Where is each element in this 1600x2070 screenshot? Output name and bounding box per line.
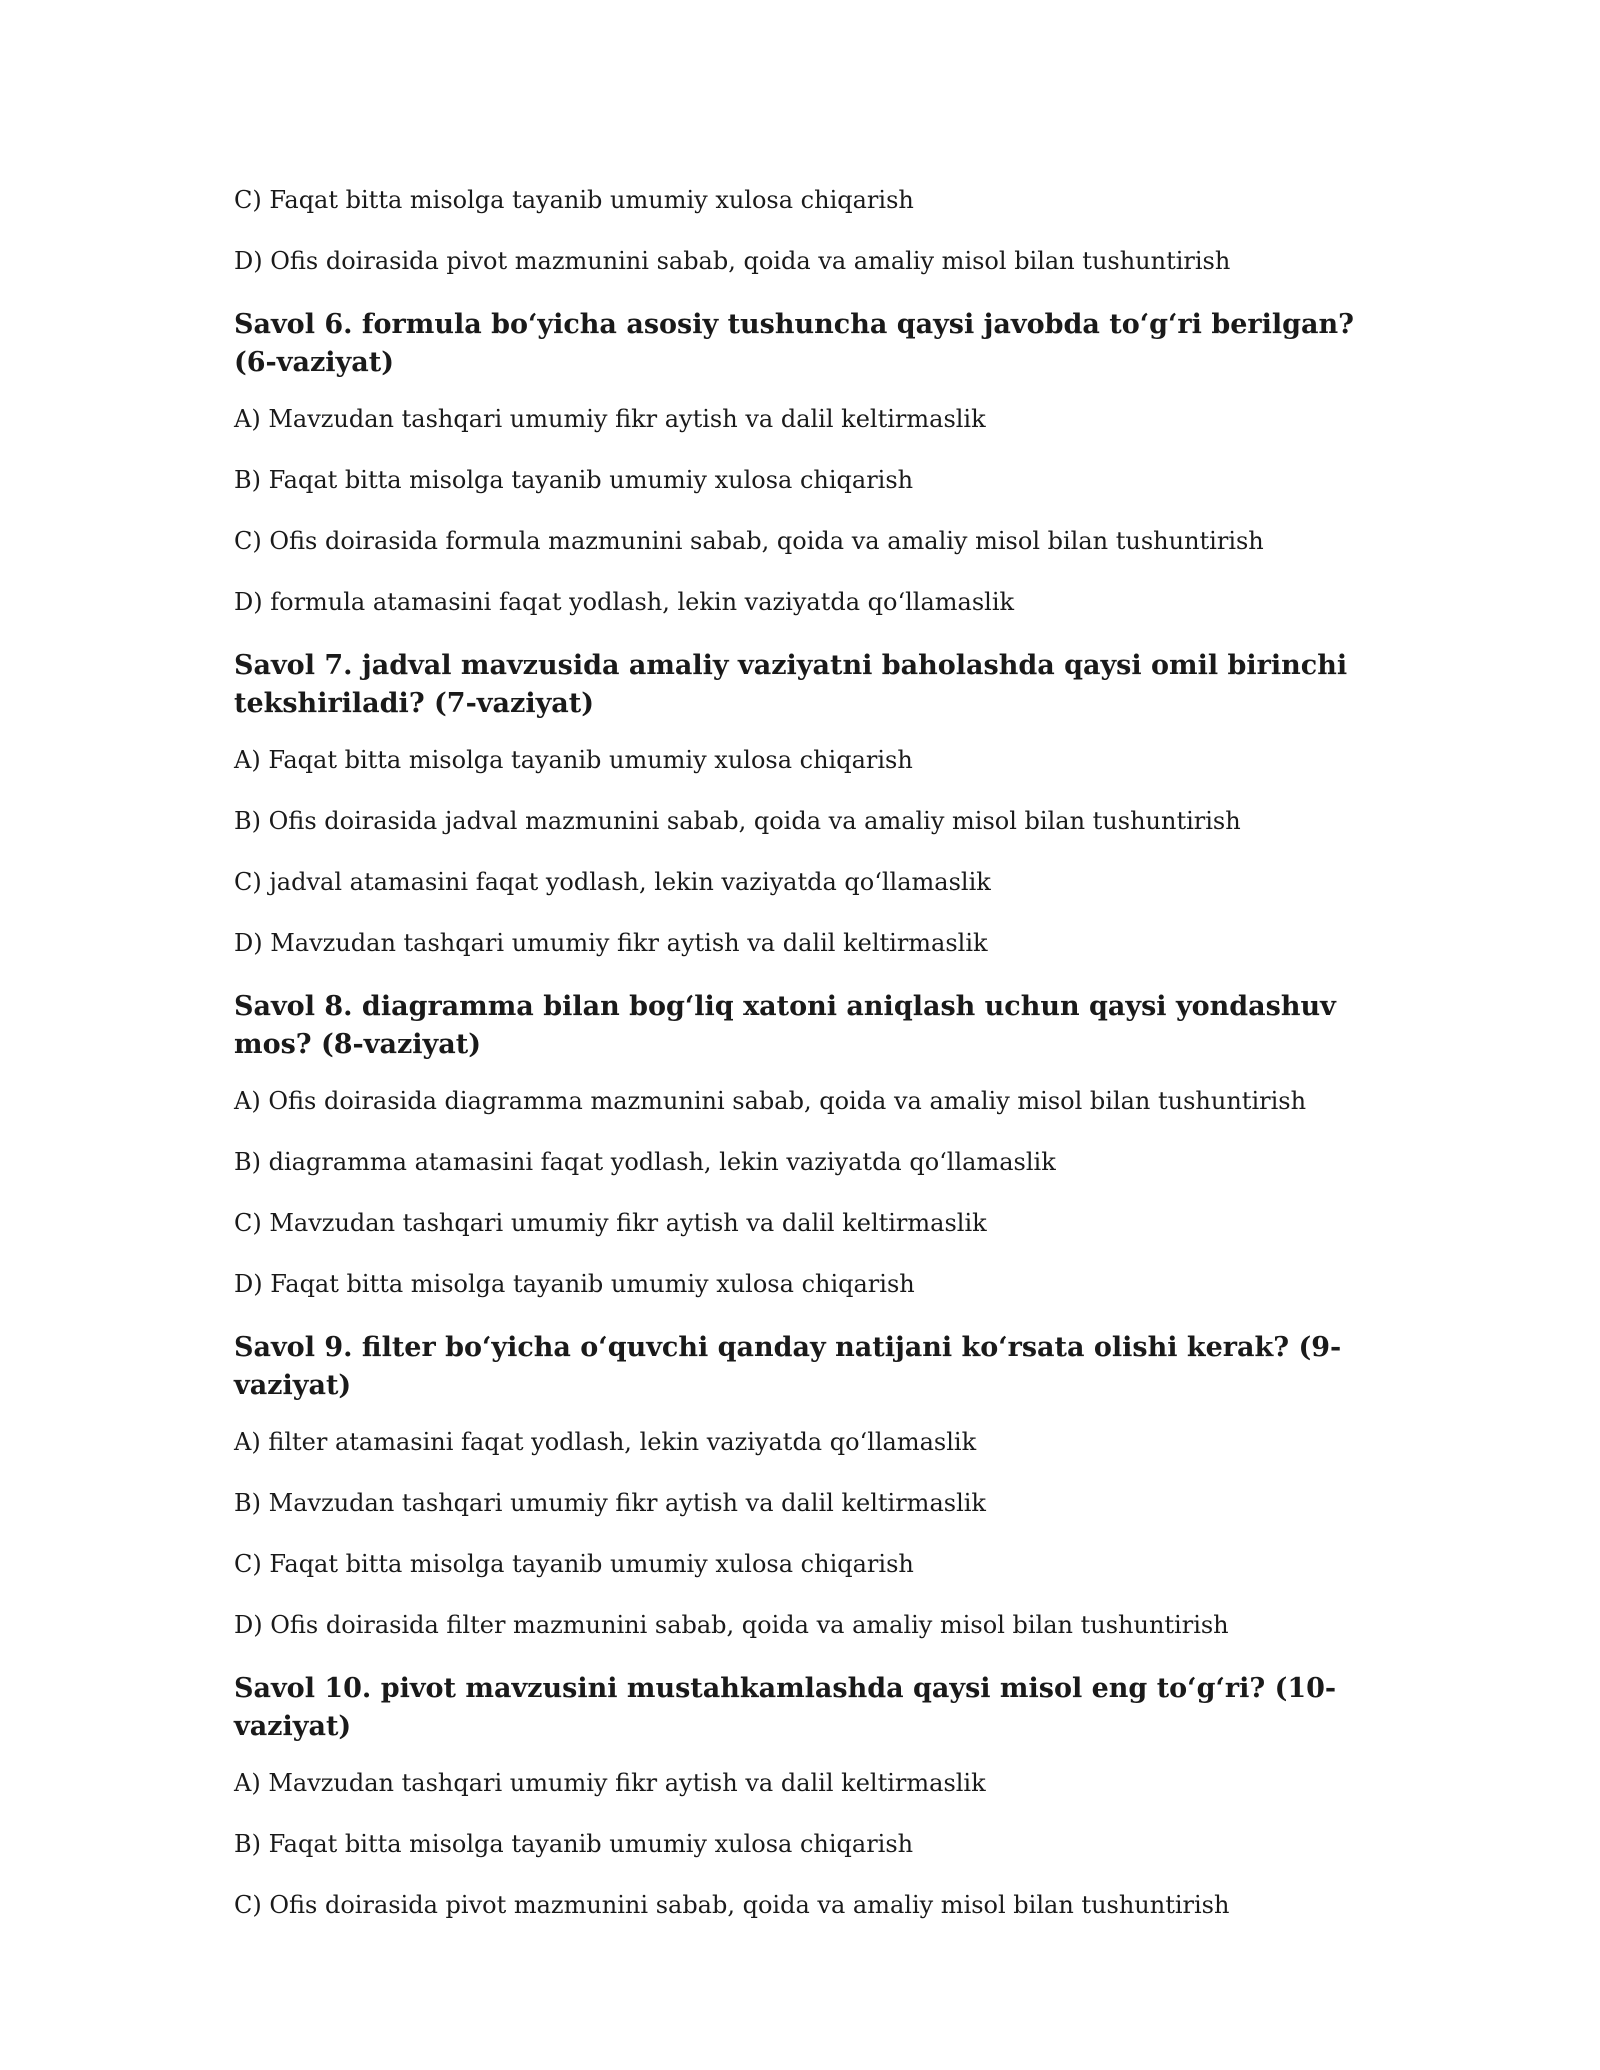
option-b: B) Ofis doirasida jadval mazmunini sabab, qoida va amaliy misol bilan tushuntirish xyxy=(234,807,1241,835)
option-c: C) Ofis doirasida pivot mazmunini sabab, qoida va amaliy misol bilan tushuntirish xyxy=(234,1891,1230,1919)
question-title: Savol 9. filter bo‘yicha o‘quvchi qanday natijani ko‘rsata olishi kerak? (9-vaziyat) xyxy=(234,1332,1342,1401)
question-title: Savol 7. jadval mavzusida amaliy vaziyatni baholashda qaysi omil birinchi tekshiriladi? (7-vaziyat) xyxy=(234,650,1348,719)
question-7 xyxy=(234,647,1374,959)
option-d: D) Mavzudan tashqari umumiy fikr aytish va dalil keltirmaslik xyxy=(234,929,988,957)
option-c: C) Ofis doirasida formula mazmunini sabab, qoida va amaliy misol bilan tushuntirish xyxy=(234,527,1264,555)
option-b: B) Faqat bitta misolga tayanib umumiy xulosa chiqarish xyxy=(234,1830,914,1858)
question-title: Savol 6. formula bo‘yicha asosiy tushuncha qaysi javobda to‘g‘ri berilgan? (6-vaziyat) xyxy=(234,309,1354,378)
question-6 xyxy=(234,306,1374,618)
option-b: B) Mavzudan tashqari umumiy fikr aytish va dalil keltirmaslik xyxy=(234,1489,986,1517)
option-d: D) Ofis doirasida filter mazmunini sabab, qoida va amaliy misol bilan tushuntirish xyxy=(234,1611,1229,1639)
option-a: A) Faqat bitta misolga tayanib umumiy xulosa chiqarish xyxy=(234,746,913,774)
option-d: D) formula atamasini faqat yodlash, lekin vaziyatda qo‘llamaslik xyxy=(234,588,1015,616)
document-page xyxy=(234,184,1374,1950)
option-c: C) Faqat bitta misolga tayanib umumiy xulosa chiqarish xyxy=(234,1550,914,1578)
option-a: A) Ofis doirasida diagramma mazmunini sabab, qoida va amaliy misol bilan tushuntirish xyxy=(234,1087,1307,1115)
lead-options xyxy=(234,184,1374,277)
option-c: C) Faqat bitta misolga tayanib umumiy xulosa chiqarish xyxy=(234,186,914,214)
option-a: A) filter atamasini faqat yodlash, lekin vaziyatda qo‘llamaslik xyxy=(234,1428,977,1456)
question-title: Savol 10. pivot mavzusini mustahkamlashda qaysi misol eng to‘g‘ri? (10-vaziyat) xyxy=(234,1673,1337,1742)
option-a: A) Mavzudan tashqari umumiy fikr aytish va dalil keltirmaslik xyxy=(234,405,986,433)
option-b: B) Faqat bitta misolga tayanib umumiy xulosa chiqarish xyxy=(234,466,914,494)
option-a: A) Mavzudan tashqari umumiy fikr aytish va dalil keltirmaslik xyxy=(234,1769,986,1797)
option-b: B) diagramma atamasini faqat yodlash, lekin vaziyatda qo‘llamaslik xyxy=(234,1148,1056,1176)
question-9 xyxy=(234,1329,1374,1641)
option-c: C) jadval atamasini faqat yodlash, lekin vaziyatda qo‘llamaslik xyxy=(234,868,991,896)
question-title: Savol 8. diagramma bilan bog‘liq xatoni aniqlash uchun qaysi yondashuv mos? (8-vaziyat) xyxy=(234,991,1336,1060)
option-d: D) Faqat bitta misolga tayanib umumiy xulosa chiqarish xyxy=(234,1270,915,1298)
question-10 xyxy=(234,1670,1374,1921)
question-8 xyxy=(234,988,1374,1300)
option-c: C) Mavzudan tashqari umumiy fikr aytish va dalil keltirmaslik xyxy=(234,1209,987,1237)
option-d: D) Ofis doirasida pivot mazmunini sabab, qoida va amaliy misol bilan tushuntirish xyxy=(234,247,1231,275)
